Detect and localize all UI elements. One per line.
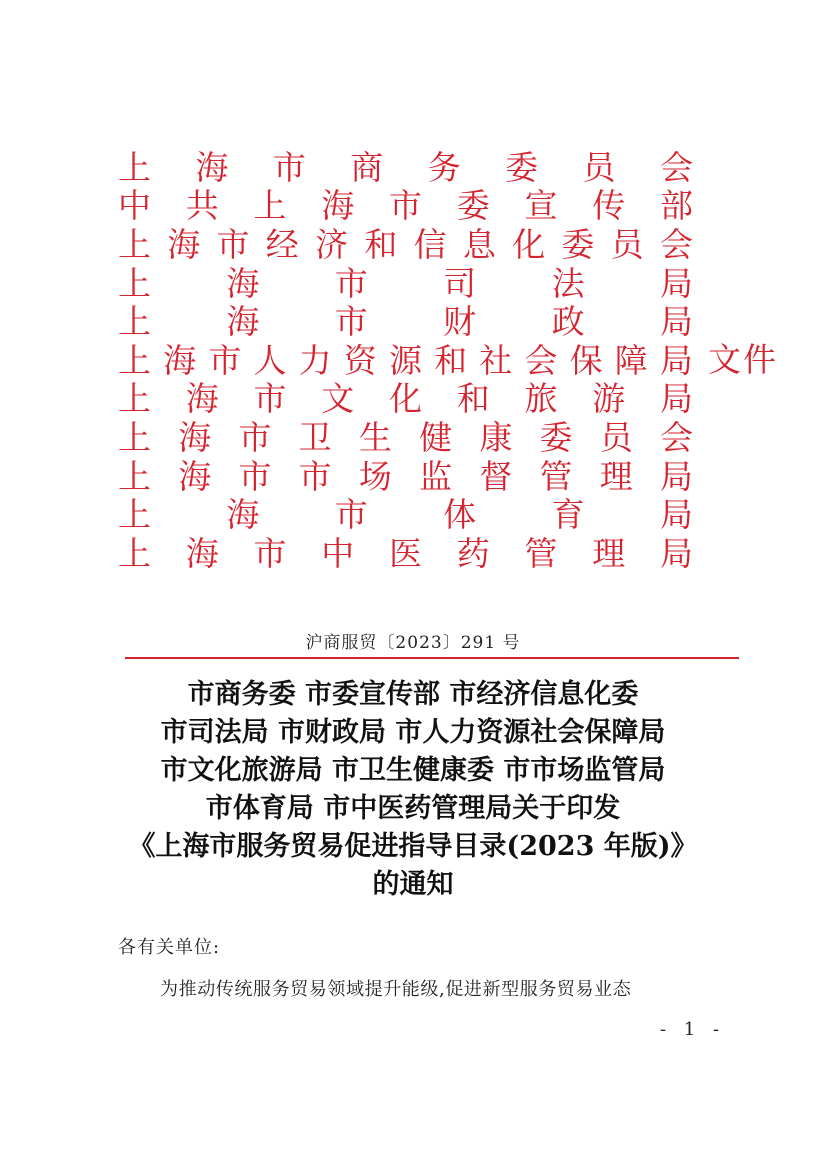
issuing-agencies-header xyxy=(118,148,778,573)
issuer-name: 上 海 市 经 济 和 信 息 化 委 员 会 xyxy=(118,224,693,264)
issuer-row xyxy=(118,341,778,380)
issuer-suffix: 文件 xyxy=(708,339,778,379)
issuer-row xyxy=(118,225,778,264)
issuer-name: 上 海 市 卫 生 健 康 委 员 会 xyxy=(118,417,693,457)
issuer-row xyxy=(118,302,778,341)
title-line: 市体育局 市中医药管理局关于印发 xyxy=(205,793,621,824)
issuer-name: 上 海 市 商 务 委 员 会 xyxy=(118,147,693,187)
title-line: 市商务委 市委宣传部 市经济信息化委 xyxy=(187,679,639,710)
issuer-row xyxy=(118,187,778,226)
title-line: 的通知 xyxy=(372,869,454,900)
issuer-row xyxy=(118,380,778,419)
page-number: - 1 - xyxy=(660,1019,726,1040)
issuer-name: 中 共 上 海 市 委 宣 传 部 xyxy=(118,186,693,226)
red-separator-line xyxy=(125,657,739,659)
issuer-row xyxy=(118,495,778,534)
issuer-row xyxy=(118,457,778,496)
issuer-name: 上 海 市 中 医 药 管 理 局 xyxy=(118,533,693,573)
salutation: 各有关单位: xyxy=(118,937,221,958)
issuer-row xyxy=(118,264,778,303)
issuer-name: 上 海 市 体 育 局 xyxy=(118,495,693,535)
issuer-name: 上 海 市 文 化 和 旅 游 局 xyxy=(118,379,693,419)
issuer-name: 上 海 市 司 法 局 xyxy=(118,263,693,303)
title-line: 《上海市服务贸易促进指导目录(2023 年版)》 xyxy=(128,831,698,862)
document-number: 沪商服贸〔2023〕291 号 xyxy=(305,633,521,653)
body-paragraph: 为推动传统服务贸易领域提升能级,促进新型服务贸易业态 xyxy=(160,979,632,1000)
issuer-name: 上 海 市 财 政 局 xyxy=(118,302,693,342)
issuer-row xyxy=(118,418,778,457)
title-line: 市司法局 市财政局 市人力资源社会保障局 xyxy=(160,717,666,748)
issuer-name: 上 海 市 人 力 资 源 和 社 会 保 障 局 xyxy=(118,340,693,380)
issuer-name: 上 海 市 市 场 监 督 管 理 局 xyxy=(118,456,693,496)
issuer-row xyxy=(118,534,778,573)
title-line: 市文化旅游局 市卫生健康委 市市场监管局 xyxy=(160,755,666,786)
document-title xyxy=(90,676,736,904)
issuer-row xyxy=(118,148,778,187)
